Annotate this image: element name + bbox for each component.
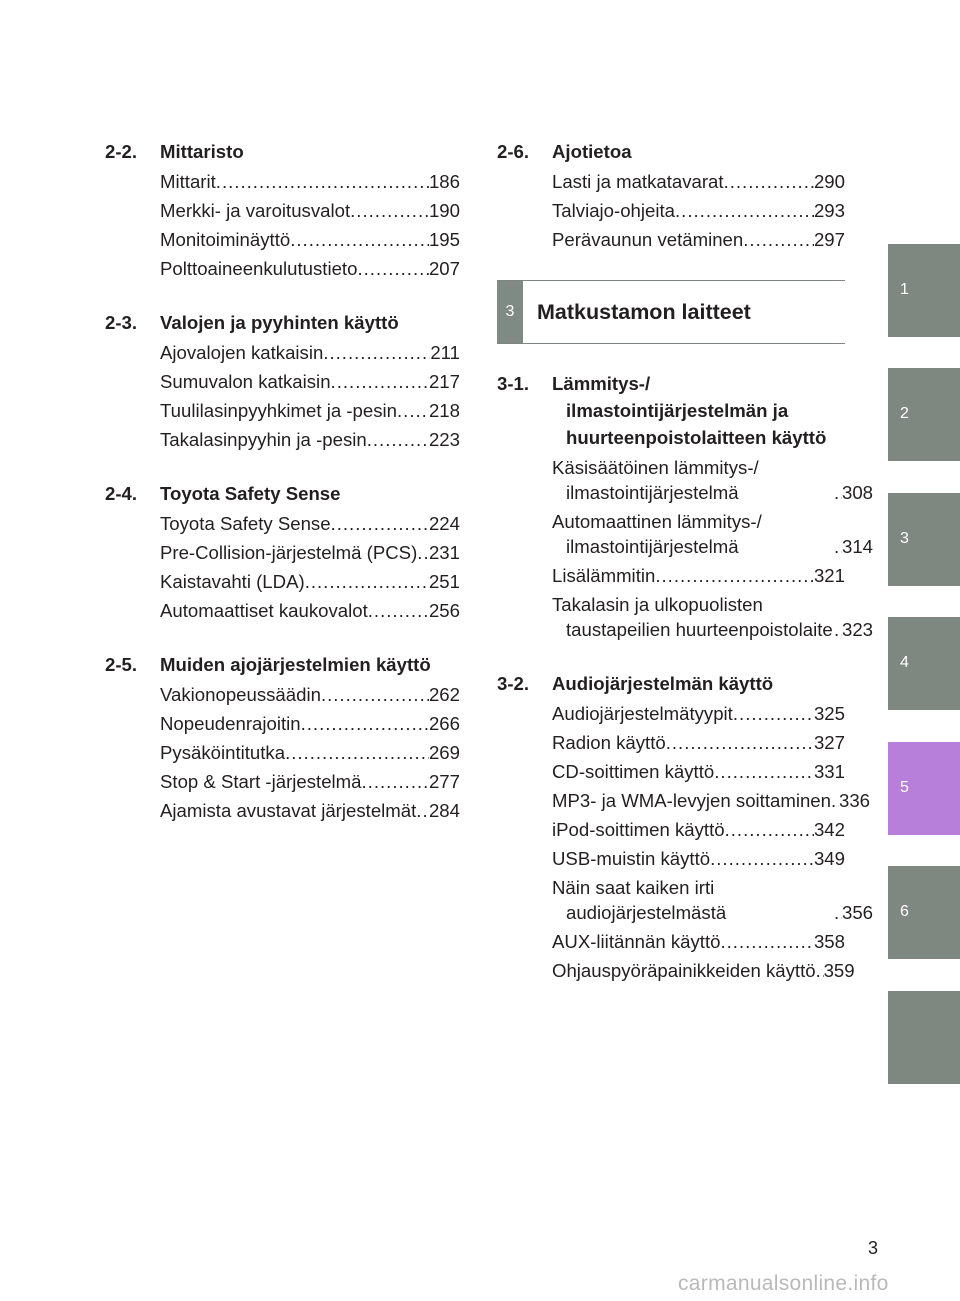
toc-entry-page: 207 bbox=[428, 258, 460, 279]
toc-entry-page: 262 bbox=[428, 684, 460, 705]
toc-entry-page: 336 bbox=[839, 790, 871, 811]
chapter-number-chip: 3 bbox=[497, 281, 523, 343]
toc-entry-page: 293 bbox=[813, 200, 845, 221]
chapter-title: Matkustamon laitteet bbox=[537, 299, 751, 324]
page-number: 3 bbox=[868, 1238, 879, 1258]
dot-leader bbox=[743, 227, 814, 252]
chapter-tab-label: 4 bbox=[900, 654, 909, 671]
toc-entry-label: Pysäköintitutka bbox=[160, 742, 286, 763]
dot-leader bbox=[714, 759, 814, 784]
toc-entry-label: Polttoaineenkulutustieto bbox=[160, 258, 358, 279]
section-title: Ajotietoa bbox=[552, 141, 632, 162]
section-heading[interactable] bbox=[497, 138, 845, 165]
chapter-tab-label: 3 bbox=[900, 530, 909, 547]
toc-left-column bbox=[105, 138, 460, 851]
section-title: Valojen ja pyyhinten käyttö bbox=[160, 312, 399, 333]
section-number: 2-3. bbox=[105, 312, 138, 333]
toc-entry-label: Ajamista avustavat järjestelmät bbox=[160, 800, 417, 821]
toc-entry-page: 231 bbox=[428, 542, 460, 563]
toc-entry-label: Stop & Start -järjestelmä bbox=[160, 771, 362, 792]
toc-entry-label: AUX-liitännän käyttö bbox=[552, 931, 721, 952]
toc-entry-label: Pre-Collision-järjestelmä (PCS) bbox=[160, 542, 418, 563]
dot-leader bbox=[655, 563, 814, 588]
toc-entry-label: Mittarit bbox=[160, 171, 216, 192]
toc-entry[interactable] bbox=[497, 592, 874, 642]
toc-entry[interactable] bbox=[105, 769, 460, 794]
toc-entry-label: Automaattiset kaukovalot bbox=[160, 600, 368, 621]
toc-entry-label: Automaattinen lämmitys-/ ilmastointijärjestelmä bbox=[552, 511, 762, 557]
chapter-tab-label: 5 bbox=[900, 779, 909, 796]
toc-entry[interactable] bbox=[105, 569, 460, 594]
dot-leader bbox=[331, 369, 429, 394]
dot-leader bbox=[305, 569, 429, 594]
dot-leader bbox=[733, 701, 814, 726]
toc-entry-page: 359 bbox=[823, 960, 855, 981]
dot-leader bbox=[724, 169, 814, 194]
dot-leader bbox=[290, 227, 429, 252]
toc-entry-page: 218 bbox=[428, 400, 460, 421]
section-number: 2-4. bbox=[105, 483, 138, 504]
toc-entry-page: 356 bbox=[842, 902, 874, 923]
section-number: 3-2. bbox=[497, 673, 530, 694]
chapter-tab-index[interactable] bbox=[888, 991, 960, 1084]
toc-entry-label: Radion käyttö bbox=[552, 732, 666, 753]
toc-entry-page: 284 bbox=[428, 800, 460, 821]
dot-leader bbox=[834, 480, 842, 505]
watermark: carmanualsonline.info bbox=[678, 1272, 889, 1295]
toc-entry[interactable] bbox=[497, 169, 845, 194]
section-number: 2-2. bbox=[105, 141, 138, 162]
toc-entry-page: 308 bbox=[842, 482, 874, 503]
section-heading[interactable] bbox=[105, 138, 460, 165]
toc-section bbox=[105, 138, 460, 281]
section-title: Mittaristo bbox=[160, 141, 244, 162]
toc-entry-label: MP3- ja WMA-levyjen soittaminen bbox=[552, 790, 831, 811]
toc-entry-page: 224 bbox=[428, 513, 460, 534]
toc-entry-page: 190 bbox=[428, 200, 460, 221]
chapter-tab-label: 1 bbox=[900, 281, 909, 298]
toc-entry[interactable] bbox=[105, 198, 460, 223]
dot-leader bbox=[357, 256, 429, 281]
toc-entry-page: 297 bbox=[813, 229, 845, 250]
toc-entry-label: Vakionopeussäädin bbox=[160, 684, 321, 705]
toc-entry-label: Audiojärjestelmätyypit bbox=[552, 703, 733, 724]
toc-entry-label: Toyota Safety Sense bbox=[160, 513, 331, 534]
dot-leader bbox=[216, 169, 429, 194]
toc-section bbox=[497, 138, 845, 252]
toc-entry-label: Merkki- ja varoitusvalot bbox=[160, 200, 351, 221]
toc-entry-page: 349 bbox=[813, 848, 845, 869]
toc-entry-page: 195 bbox=[428, 229, 460, 250]
toc-entry[interactable] bbox=[497, 730, 845, 755]
toc-entry-label: CD-soittimen käyttö bbox=[552, 761, 715, 782]
toc-entry[interactable] bbox=[497, 563, 845, 588]
toc-entry[interactable] bbox=[497, 455, 874, 505]
dot-leader bbox=[831, 788, 839, 813]
toc-section bbox=[105, 309, 460, 452]
toc-entry-page: 266 bbox=[428, 713, 460, 734]
section-title: Lämmitys-/ ilmastointijärjestelmän ja huurteenpoistolaitteen käyttö bbox=[552, 373, 827, 448]
dot-leader bbox=[323, 340, 430, 365]
toc-entry-page: 321 bbox=[813, 565, 845, 586]
chapter-tab-4[interactable] bbox=[888, 617, 960, 710]
chapter-tab-6[interactable] bbox=[888, 866, 960, 959]
toc-entry-label: Lisälämmitin bbox=[552, 565, 656, 586]
toc-entry-label: Ohjauspyöräpainikkeiden käyttö bbox=[552, 960, 816, 981]
dot-leader bbox=[416, 798, 429, 823]
toc-entry-label: USB-muistin käyttö bbox=[552, 848, 711, 869]
section-number: 2-5. bbox=[105, 654, 138, 675]
chapter-tab-2[interactable] bbox=[888, 368, 960, 461]
toc-entry-page: 325 bbox=[813, 703, 845, 724]
toc-entry[interactable] bbox=[105, 740, 460, 765]
toc-entry-page: 223 bbox=[428, 429, 460, 450]
dot-leader bbox=[675, 198, 814, 223]
toc-entry[interactable] bbox=[497, 929, 845, 954]
dot-leader bbox=[834, 617, 842, 642]
dot-leader bbox=[285, 740, 429, 765]
chapter-tab-5[interactable] bbox=[888, 742, 960, 835]
toc-right-column bbox=[497, 138, 874, 1011]
toc-entry-label: Sumuvalon katkaisin bbox=[160, 371, 331, 392]
toc-entry[interactable] bbox=[105, 340, 460, 365]
toc-entry-label: Perävaunun vetäminen bbox=[552, 229, 744, 250]
toc-entry-page: 331 bbox=[813, 761, 845, 782]
toc-entry[interactable] bbox=[497, 875, 874, 925]
toc-entry-page: 256 bbox=[428, 600, 460, 621]
section-heading[interactable] bbox=[105, 309, 460, 336]
toc-entry[interactable] bbox=[497, 701, 845, 726]
toc-entry[interactable] bbox=[105, 798, 460, 823]
toc-entry-page: 358 bbox=[813, 931, 845, 952]
toc-entry-page: 314 bbox=[842, 536, 874, 557]
dot-leader bbox=[367, 427, 429, 452]
toc-entry-label: Nopeudenrajoitin bbox=[160, 713, 301, 734]
toc-entry[interactable] bbox=[497, 846, 845, 871]
dot-leader bbox=[397, 398, 429, 423]
dot-leader bbox=[725, 817, 814, 842]
toc-entry[interactable] bbox=[105, 598, 460, 623]
toc-entry[interactable] bbox=[497, 509, 874, 559]
toc-entry-page: 323 bbox=[842, 619, 874, 640]
toc-entry[interactable] bbox=[105, 682, 460, 707]
toc-entry[interactable] bbox=[105, 711, 460, 736]
toc-entry-label: Lasti ja matkatavarat bbox=[552, 171, 724, 192]
toc-entry[interactable] bbox=[105, 398, 460, 423]
toc-entry[interactable] bbox=[105, 256, 460, 281]
toc-entry-label: Talviajo-ohjeita bbox=[552, 200, 675, 221]
toc-section bbox=[105, 651, 460, 823]
dot-leader bbox=[417, 540, 429, 565]
section-title: Audiojärjestelmän käyttö bbox=[552, 673, 774, 694]
chapter-tab-label: 6 bbox=[900, 903, 909, 920]
toc-entry-page: 277 bbox=[428, 771, 460, 792]
dot-leader bbox=[720, 929, 814, 954]
toc-entry[interactable] bbox=[105, 169, 460, 194]
section-heading[interactable] bbox=[105, 480, 460, 507]
dot-leader bbox=[362, 769, 429, 794]
toc-entry-page: 217 bbox=[428, 371, 460, 392]
toc-section bbox=[105, 480, 460, 623]
dot-leader bbox=[834, 534, 842, 559]
toc-entry[interactable] bbox=[105, 369, 460, 394]
toc-entry-label: Tuulilasinpyyhkimet ja -pesin bbox=[160, 400, 397, 421]
toc-entry-page: 251 bbox=[428, 571, 460, 592]
section-number: 3-1. bbox=[497, 373, 530, 394]
dot-leader bbox=[350, 198, 429, 223]
toc-entry[interactable] bbox=[105, 227, 460, 252]
toc-entry-label: Näin saat kaiken irti audiojärjestelmästä bbox=[552, 877, 727, 923]
toc-entry[interactable] bbox=[497, 227, 845, 252]
toc-entry-label: Käsisäätöinen lämmitys-/ ilmastointijärjestelmä bbox=[552, 457, 759, 503]
dot-leader bbox=[816, 958, 824, 983]
chapter-tab-3[interactable] bbox=[888, 493, 960, 586]
dot-leader bbox=[301, 711, 429, 736]
toc-entry-label: Ajovalojen katkaisin bbox=[160, 342, 324, 363]
section-heading[interactable] bbox=[497, 670, 845, 697]
dot-leader bbox=[666, 730, 814, 755]
toc-entry-page: 327 bbox=[813, 732, 845, 753]
chapter-tab-label: 2 bbox=[900, 405, 909, 422]
dot-leader bbox=[331, 511, 429, 536]
toc-entry-page: 186 bbox=[428, 171, 460, 192]
section-heading[interactable] bbox=[105, 651, 460, 678]
section-title: Muiden ajojärjestelmien käyttö bbox=[160, 654, 431, 675]
toc-entry-page: 211 bbox=[430, 342, 460, 363]
toc-entry-label: Kaistavahti (LDA) bbox=[160, 571, 305, 592]
chapter-header bbox=[497, 280, 845, 344]
dot-leader bbox=[710, 846, 814, 871]
section-title: Toyota Safety Sense bbox=[160, 483, 341, 504]
toc-entry[interactable] bbox=[497, 788, 871, 813]
toc-entry-label: Takalasinpyyhin ja -pesin bbox=[160, 429, 367, 450]
toc-entry[interactable] bbox=[105, 540, 460, 565]
toc-section bbox=[497, 670, 874, 983]
toc-section bbox=[497, 370, 874, 642]
dot-leader bbox=[834, 900, 842, 925]
section-heading[interactable] bbox=[497, 370, 845, 451]
toc-entry-label: iPod-soittimen käyttö bbox=[552, 819, 725, 840]
toc-entry-page: 342 bbox=[813, 819, 845, 840]
toc-entry[interactable] bbox=[105, 511, 460, 536]
toc-entry-label: Takalasin ja ulkopuolisten taustapeilien huurteenpoistolaite bbox=[552, 594, 833, 640]
dot-leader bbox=[321, 682, 429, 707]
chapter-tab-1[interactable] bbox=[888, 244, 960, 337]
toc-entry-page: 290 bbox=[813, 171, 845, 192]
dot-leader bbox=[368, 598, 429, 623]
toc-entry[interactable] bbox=[497, 817, 845, 842]
toc-entry[interactable] bbox=[497, 958, 855, 983]
toc-entry[interactable] bbox=[105, 427, 460, 452]
toc-entry-label: Monitoiminäyttö bbox=[160, 229, 291, 250]
toc-entry[interactable] bbox=[497, 759, 845, 784]
toc-entry[interactable] bbox=[497, 198, 845, 223]
section-number: 2-6. bbox=[497, 141, 530, 162]
toc-entry-page: 269 bbox=[428, 742, 460, 763]
